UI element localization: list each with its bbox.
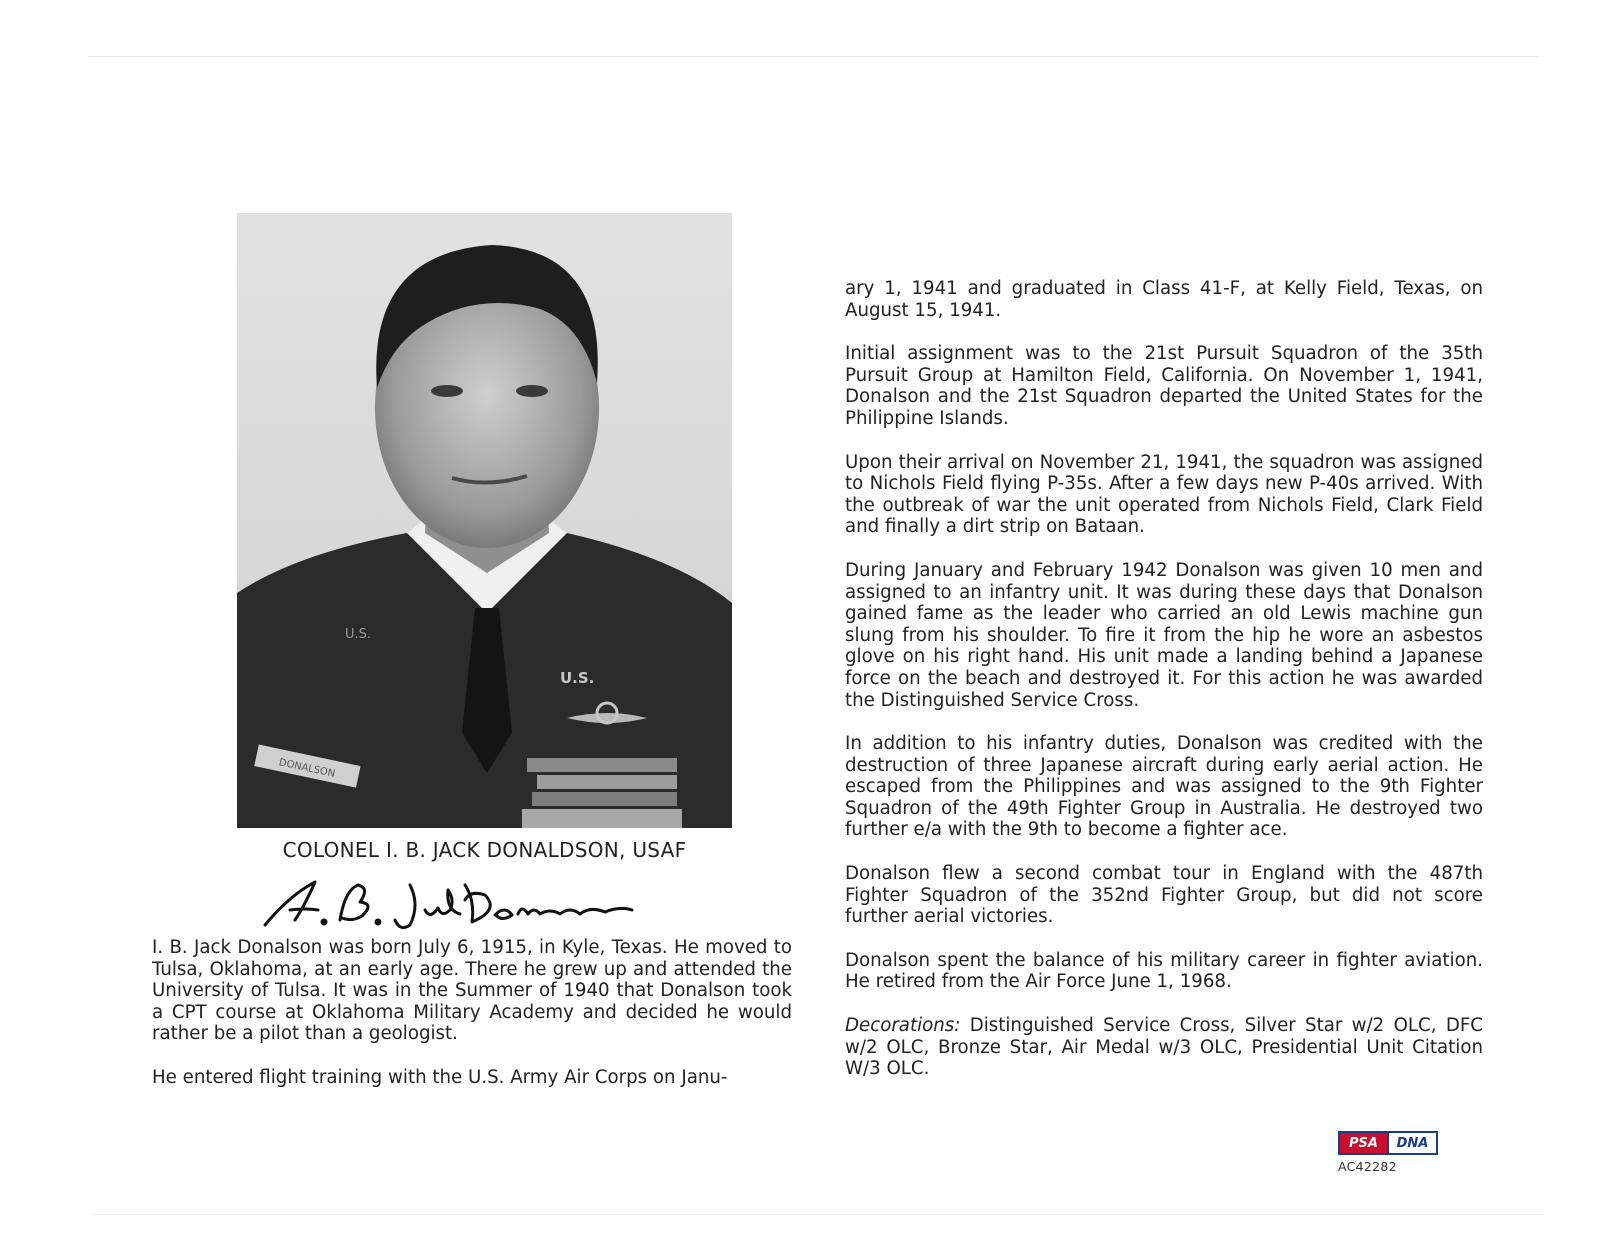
top-edge-line (88, 56, 1538, 57)
decorations-label: Decorations: (845, 1015, 961, 1037)
authentication-sticker (1338, 1131, 1448, 1174)
bio-paragraph-2: He entered flight training with the U.S. Army Air Corps on Janu- (152, 1066, 728, 1088)
collar-insignia-right: U.S. (560, 669, 595, 687)
ribbon-rack-icon (522, 758, 682, 828)
biography-left-column (152, 937, 792, 1111)
portrait-photo (237, 213, 732, 828)
bio-paragraph-5: Upon their arrival on November 21, 1941, the squadron was assigned to Nichols Field flying P-35s. After a few days new P-40s arrived. With the outbreak of war the unit operated from Nichols Field, Clark Field and finally a dirt strip on Bataan. (845, 451, 1483, 538)
psa-dna-logo (1338, 1131, 1438, 1155)
bio-paragraph-6: During January and February 1942 Donalson was given 10 men and assigned to an infantry unit. It was during these days that Donalson gained fame as the leader who carried an old Lewis machine gun slung from his shoulder. To fire it from the hip he wore an asbestos glove on his right hand. His unit made a landing behind a Japanese force on the beach and destroyed it. For this action he was awarded the Distinguished Service Cross. (845, 559, 1483, 711)
decorations-paragraph (845, 1015, 1483, 1080)
name-tag-text: DONALSON (277, 757, 337, 780)
bio-paragraph-4: Initial assignment was to the 21st Pursuit Squadron of the 35th Pursuit Group at Hamilton Field, California. On November 1, 1941, Donalson and the 21st Squadron departed the United States for the Philippine Islands. (845, 343, 1483, 429)
bottom-edge-line (92, 1214, 1542, 1215)
bio-paragraph-1: I. B. Jack Donalson was born July 6, 1915, in Kyle, Texas. He moved to Tulsa, Oklahoma, at an early age. There he grew up and attended the University of Tulsa. It was in the Summer of 1940 that Donalson took a CPT course at Oklahoma Military Academy and decided he would rather be a pilot than a geologist. (152, 937, 792, 1045)
bio-paragraph-8: Donalson flew a second combat tour in England with the 487th Fighter Squadron of the 352nd Fighter Group, but did not score further aerial victories. (845, 863, 1483, 928)
bio-paragraph-3: ary 1, 1941 and graduated in Class 41-F, at Kelly Field, Texas, on August 15, 1941. (845, 278, 1483, 321)
portrait-image (237, 213, 732, 828)
biography-right-column (845, 278, 1483, 1102)
bio-paragraph-7: In addition to his infantry duties, Donalson was credited with the destruction of three Japanese aircraft during early aerial action. He escaped from the Philippines and was assigned to the 9th Fighter Squadron of the 49th Fighter Group in Australia. He destroyed two further e/a with the 9th to become a fighter ace. (845, 733, 1483, 841)
certificate-number: AC42282 (1338, 1159, 1397, 1174)
decorations-text: Distinguished Service Cross, Silver Star w/2 OLC, DFC w/2 OLC, Bronze Star, Air Medal w/3 OLC, Presidential Unit Citation W/3 OLC. (845, 1015, 1483, 1080)
portrait-caption: COLONEL I. B. JACK DONALDSON, USAF (282, 838, 687, 862)
psa-logo-text: PSA (1340, 1133, 1387, 1153)
bio-paragraph-9: Donalson spent the balance of his military career in fighter aviation. He retired from the Air Force June 1, 1968. (845, 949, 1483, 993)
dna-logo-text: DNA (1387, 1133, 1436, 1153)
autograph-signature (260, 870, 640, 940)
collar-insignia-left: U.S. (345, 627, 372, 642)
